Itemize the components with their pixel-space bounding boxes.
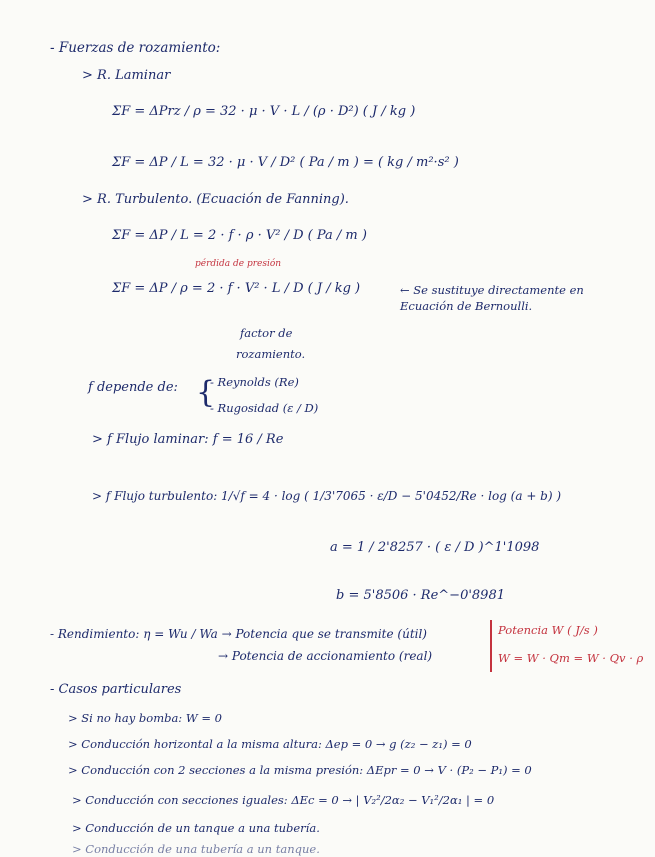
turbulent-flow-formula: > f Flujo turbulento: 1/√f = 4 · log ( 1/3'7065 · ε/D − 5'0452/Re · log (a + b) ): [92, 489, 562, 503]
power-box-line-1: Potencia W ( J/s ): [498, 623, 598, 637]
case-no-pump: > Si no hay bomba: W = 0: [68, 711, 222, 725]
friction-factor-label-2: rozamiento.: [236, 347, 306, 361]
power-box-line-2: W = W · Qm = W · Qv · ρ: [498, 651, 644, 665]
turbulent-equation-pressure: ΣF = ΔP / L = 2 · f · ρ · V² / D ( Pa / m ): [112, 228, 367, 243]
bernoulli-note: ← Se sustituye directamente en Ecuación de Bernoulli.: [400, 283, 584, 313]
efficiency-denominator-note: → Potencia de accionamiento (real): [218, 649, 433, 663]
pressure-loss-annotation: pérdida de presión: [195, 259, 282, 269]
efficiency-formula: - Rendimiento: η = Wu / Wa → Potencia que se transmite (útil): [50, 627, 427, 641]
case-same-pressure: > Conducción con 2 secciones a la misma presión: ΔEpr = 0 → V · (P₂ − P₁) = 0: [68, 763, 532, 777]
dependency-reynolds: - Reynolds (Re): [210, 375, 299, 389]
case-tank-to-pipe: > Conducción de un tanque a una tubería.: [72, 821, 320, 835]
laminar-equation-pressure: ΣF = ΔP / L = 32 · μ · V / D² ( Pa / m ) = ( kg / m²·s² ): [112, 155, 459, 170]
case-equal-sections: > Conducción con secciones iguales: ΔEc = 0 → | V₂²/2α₂ − V₁²/2α₁ | = 0: [72, 793, 495, 807]
case-horizontal: > Conducción horizontal a la misma altura: Δep = 0 → g (z₂ − z₁) = 0: [68, 737, 472, 751]
case-pipe-to-tank: > Conducción de una tubería a un tanque.: [72, 842, 320, 856]
friction-factor-label-1: factor de: [240, 326, 293, 340]
dependency-roughness: - Rugosidad (ε / D): [210, 401, 319, 415]
brace-symbol: {: [196, 375, 216, 410]
f-depends-label: f depende de:: [88, 380, 178, 395]
particular-cases-heading: - Casos particulares: [50, 682, 182, 697]
laminar-heading: > R. Laminar: [82, 68, 171, 83]
parameter-a-formula: a = 1 / 2'8257 · ( ε / D )^1'1098: [330, 540, 540, 555]
laminar-flow-formula: > f Flujo laminar: f = 16 / Re: [92, 432, 284, 447]
power-box-divider: [490, 620, 492, 672]
parameter-b-formula: b = 5'8506 · Re^−0'8981: [336, 588, 505, 603]
turbulent-heading: > R. Turbulento. (Ecuación de Fanning).: [82, 192, 349, 207]
turbulent-equation-energy: ΣF = ΔP / ρ = 2 · f · V² · L / D ( J / kg ): [112, 281, 361, 296]
laminar-equation-energy: ΣF = ΔPrz / ρ = 32 · μ · V · L / (ρ · D²) ( J / kg ): [112, 104, 416, 119]
section-title-friction: - Fuerzas de rozamiento:: [50, 40, 221, 56]
